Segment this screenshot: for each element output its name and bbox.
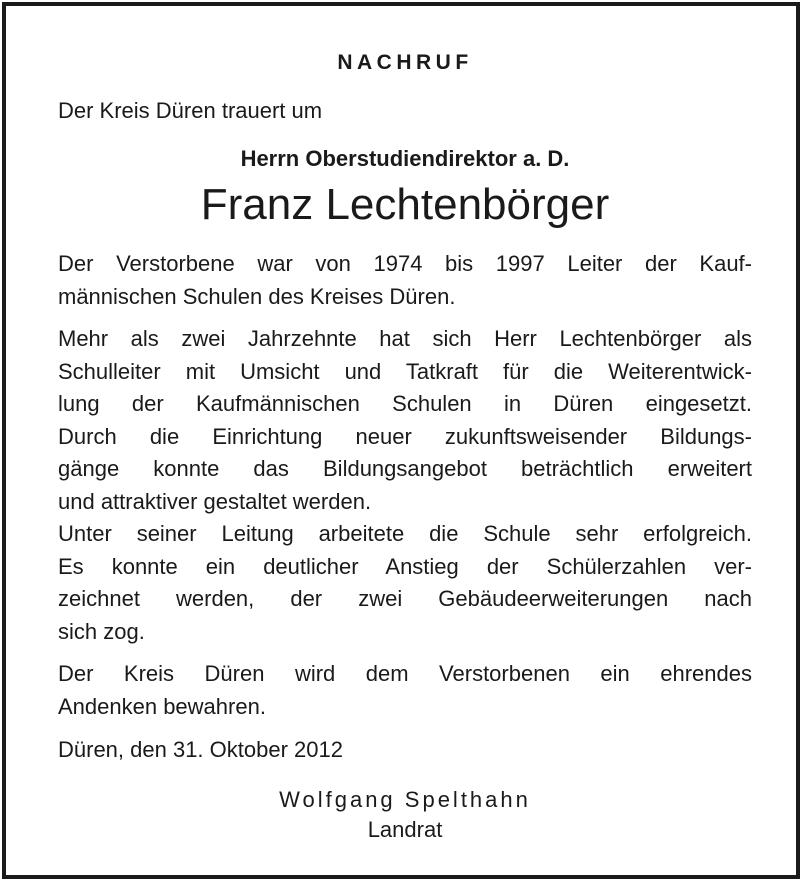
paragraph-achievements	[58, 323, 752, 518]
text-line: zeichnet werden, der zwei Gebäudeerweiterungen nach	[58, 586, 752, 611]
text-line: sich zog.	[58, 618, 145, 644]
paragraph-remembrance	[58, 658, 752, 723]
text-line: und attraktiver gestaltet werden.	[58, 488, 372, 514]
text-line: Der Verstorbene war von 1974 bis 1997 Leiter der Kauf-	[58, 251, 752, 276]
text-line: Es konnte ein deutlicher Anstieg der Schülerzahlen ver-	[58, 553, 752, 579]
deceased-honorific: Herrn Oberstudiendirektor a. D.	[240, 146, 570, 171]
text-line: Durch die Einrichtung neuer zukunftsweisender Bildungs-	[58, 423, 752, 449]
paragraph-tenure	[58, 248, 752, 313]
text-line: gänge konnte das Bildungsangebot beträchtlich erweitert	[58, 456, 752, 481]
text-line: lung der Kaufmännischen Schulen in Düren eingesetzt.	[58, 391, 752, 416]
notice-border	[2, 2, 800, 879]
text-line: Mehr als zwei Jahrzehnte hat sich Herr Lechtenbörger als	[58, 326, 752, 351]
paragraph-leadership	[58, 518, 752, 648]
notice-heading: NACHRUF	[337, 51, 473, 74]
text-line: Der Kreis Düren wird dem Verstorbenen ein ehrendes	[58, 661, 752, 686]
signer-name: Wolfgang Spelthahn	[279, 787, 531, 812]
text-line: Unter seiner Leitung arbeitete die Schule sehr erfolgreich.	[58, 521, 752, 546]
text-line: männischen Schulen des Kreises Düren.	[58, 283, 456, 309]
signer-role: Landrat	[367, 817, 443, 842]
text-line: Schulleiter mit Umsicht und Tatkraft für die Weiterentwick-	[58, 358, 752, 384]
notice-intro: Der Kreis Düren trauert um	[58, 98, 323, 123]
deceased-name: Franz Lechtenbörger	[200, 180, 610, 229]
text-line: Andenken bewahren.	[58, 693, 266, 719]
place-date: Düren, den 31. Oktober 2012	[58, 737, 343, 762]
